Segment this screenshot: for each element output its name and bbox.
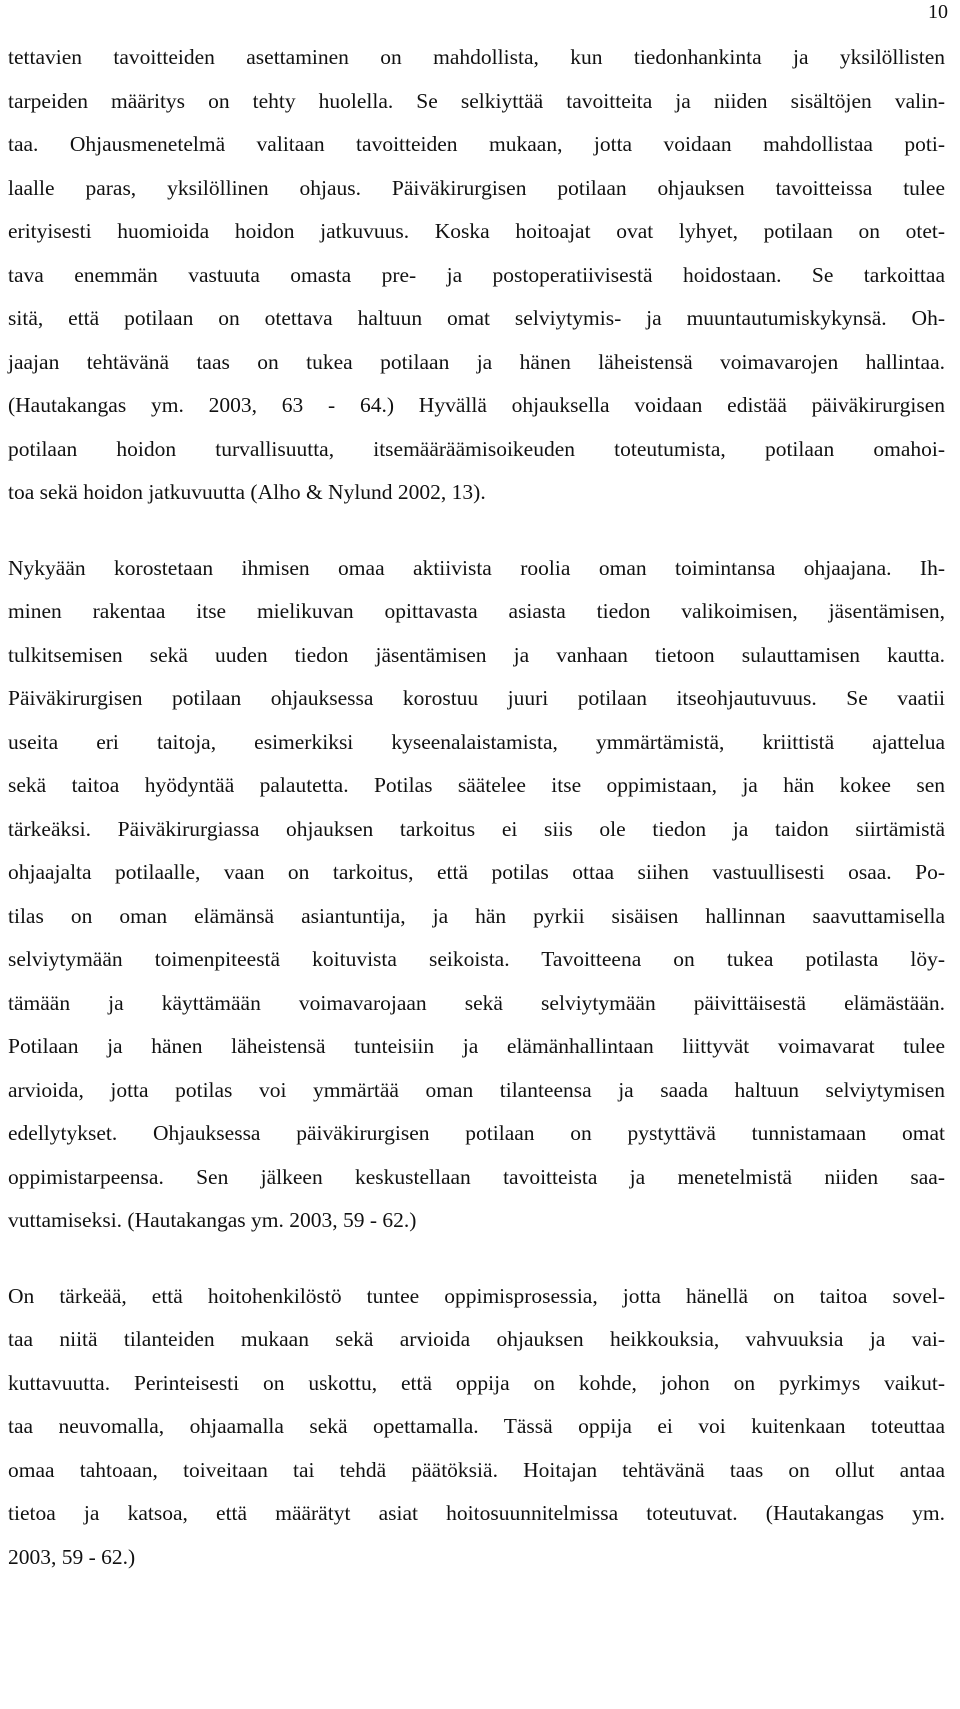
text-line: Nykyään korostetaan ihmisen omaa aktiivista roolia oman toimintansa ohjaajana. Ih- [8, 556, 945, 580]
text-line: kuttavuutta. Perinteisesti on uskottu, että oppija on kohde, johon on pyrkimys vaikut- [8, 1371, 945, 1395]
text-line: minen rakentaa itse mielikuvan opittavasta asiasta tiedon valikoimisen, jäsentämisen, [8, 599, 945, 623]
text-line: sitä, että potilaan on otettava haltuun omat selviytymis- ja muuntautumiskykynsä. Oh- [8, 306, 945, 330]
text-line: laalle paras, yksilöllinen ohjaus. Päiväkirurgisen potilaan ohjauksen tavoitteissa tulee [8, 176, 945, 200]
text-line: Päiväkirurgisen potilaan ohjauksessa korostuu juuri potilaan itseohjautuvuus. Se vaatii [8, 686, 945, 710]
text-line: jaajan tehtävänä taas on tukea potilaan ja hänen läheistensä voimavarojen hallintaa. [8, 350, 945, 374]
text-line: oppimistarpeensa. Sen jälkeen keskustellaan tavoitteista ja menetelmistä niiden saa- [8, 1165, 945, 1189]
text-line: tava enemmän vastuuta omasta pre- ja postoperatiivisestä hoidostaan. Se tarkoittaa [8, 263, 945, 287]
text-line: tulkitsemisen sekä uuden tiedon jäsentämisen ja vanhaan tietoon sulauttamisen kautta. [8, 643, 945, 667]
text-line: omaa tahtoaan, toiveitaan tai tehdä päätöksiä. Hoitajan tehtävänä taas on ollut antaa [8, 1458, 945, 1482]
text-line: tilas on oman elämänsä asiantuntija, ja hän pyrkii sisäisen hallinnan saavuttamisella [8, 904, 945, 928]
text-line: erityisesti huomioida hoidon jatkuvuus. Koska hoitoajat ovat lyhyet, potilaan on otet- [8, 219, 945, 243]
text-line: tettavien tavoitteiden asettaminen on mahdollista, kun tiedonhankinta ja yksilöllisten [8, 45, 945, 69]
text-line: 2003, 59 - 62.) [8, 1545, 136, 1569]
text-line: taa. Ohjausmenetelmä valitaan tavoitteiden mukaan, jotta voidaan mahdollistaa poti- [8, 132, 945, 156]
text-line: edellytykset. Ohjauksessa päiväkirurgisen potilaan on pystyttävä tunnistamaan omat [8, 1121, 945, 1145]
text-line: tämään ja käyttämään voimavarojaan sekä selviytymään päivittäisestä elämästään. [8, 991, 945, 1015]
text-line: selviytymään toimenpiteestä koituvista seikoista. Tavoitteena on tukea potilasta löy- [8, 947, 945, 971]
text-line: arvioida, jotta potilas voi ymmärtää oman tilanteensa ja saada haltuun selviytymisen [8, 1078, 945, 1102]
text-line: tarpeiden määritys on tehty huolella. Se selkiyttää tavoitteita ja niiden sisältöjen valin- [8, 89, 945, 113]
text-line: (Hautakangas ym. 2003, 63 - 64.) Hyvällä ohjauksella voidaan edistää päiväkirurgisen [8, 393, 945, 417]
text-line: toa sekä hoidon jatkuvuutta (Alho & Nylund 2002, 13). [8, 480, 486, 504]
text-line: sekä taitoa hyödyntää palautetta. Potilas säätelee itse oppimistaan, ja hän kokee sen [8, 773, 945, 797]
text-line: tietoa ja katsoa, että määrätyt asiat hoitosuunnitelmissa toteutuvat. (Hautakangas ym. [8, 1501, 945, 1525]
text-line: vuttamiseksi. (Hautakangas ym. 2003, 59 - 62.) [8, 1208, 417, 1232]
text-line: potilaan hoidon turvallisuutta, itsemääräämisoikeuden toteutumista, potilaan omahoi- [8, 437, 945, 461]
text-line: On tärkeää, että hoitohenkilöstö tuntee oppimisprosessia, jotta hänellä on taitoa sovel- [8, 1284, 945, 1308]
text-line: tärkeäksi. Päiväkirurgiassa ohjauksen tarkoitus ei siis ole tiedon ja taidon siirtämistä [8, 817, 945, 841]
text-line: ohjaajalta potilaalle, vaan on tarkoitus, että potilas ottaa siihen vastuullisesti osaa. Po- [8, 860, 945, 884]
text-line: taa niitä tilanteiden mukaan sekä arvioida ohjauksen heikkouksia, vahvuuksia ja vai- [8, 1327, 945, 1351]
page-number: 10 [928, 1, 948, 23]
text-line: taa neuvomalla, ohjaamalla sekä opettamalla. Tässä oppija ei voi kuitenkaan toteuttaa [8, 1414, 945, 1438]
text-line: useita eri taitoja, esimerkiksi kyseenalaistamista, ymmärtämistä, kriittistä ajattelua [8, 730, 945, 754]
text-line: Potilaan ja hänen läheistensä tunteisiin ja elämänhallintaan liittyvät voimavarat tulee [8, 1034, 945, 1058]
